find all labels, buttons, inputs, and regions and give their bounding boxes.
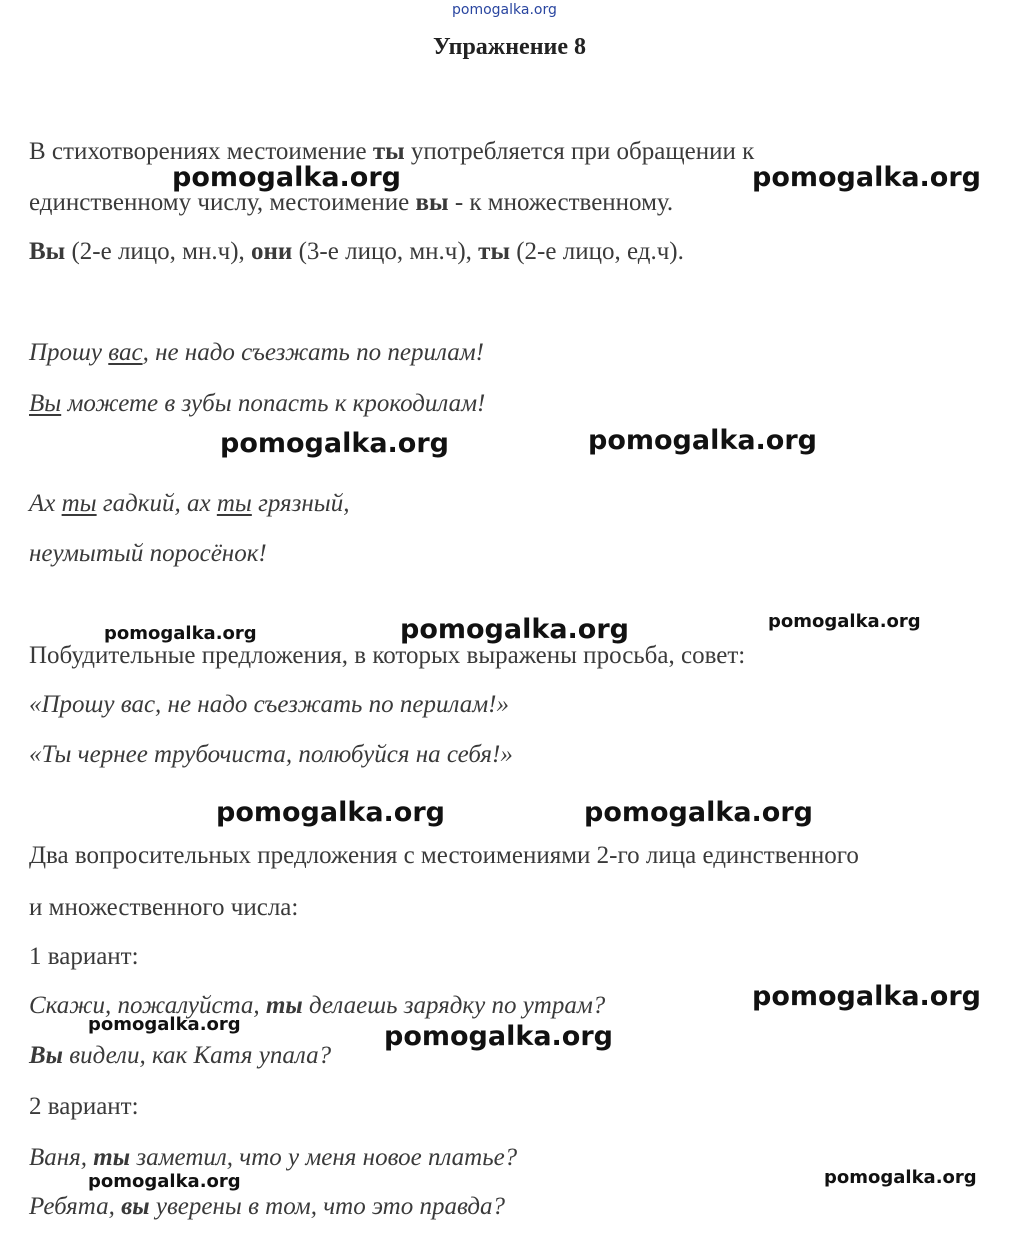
questions-heading-2: и множественного числа: xyxy=(29,894,299,921)
text: грязный, xyxy=(251,490,350,517)
watermark: pomogalka.org xyxy=(752,981,981,1012)
text: можете в зубы попасть к крокодилам! xyxy=(61,390,486,417)
watermark: pomogalka.org xyxy=(104,623,257,644)
watermark: pomogalka.org xyxy=(216,797,445,828)
text: Ваня, xyxy=(29,1144,94,1171)
text: Ах xyxy=(29,490,62,517)
underlined-pronoun: Вы xyxy=(29,390,62,417)
watermark: pomogalka.org xyxy=(220,428,449,459)
bold-pronoun: Вы xyxy=(29,1042,64,1069)
variant-1-line-1 xyxy=(29,991,605,1021)
bold-pronoun: Вы xyxy=(29,238,66,265)
watermark: pomogalka.org xyxy=(588,425,817,456)
text: (2-е лицо, мн.ч), xyxy=(65,238,252,265)
underlined-pronoun: ты xyxy=(61,490,97,517)
variant-2-line-1 xyxy=(29,1143,517,1173)
text: единственному числу, местоимение xyxy=(29,189,416,216)
underlined-pronoun: ты xyxy=(216,490,252,517)
watermark: pomogalka.org xyxy=(88,1014,241,1035)
watermark: pomogalka.org xyxy=(768,611,921,632)
poem1-line-2 xyxy=(29,389,485,419)
bold-pronoun: ты xyxy=(93,1144,131,1171)
text: употребляется при обращении к xyxy=(404,138,755,165)
text: В стихотворениях местоимение xyxy=(29,138,373,165)
page-title: Упражнение 8 xyxy=(432,34,586,60)
imperative-quote-2: «Ты чернее трубочиста, полюбуйся на себя!» xyxy=(29,741,513,768)
text: - к множественному. xyxy=(448,189,674,216)
text: гадкий, ах xyxy=(96,490,217,517)
watermark: pomogalka.org xyxy=(384,1021,613,1052)
intro-line-3 xyxy=(29,237,684,267)
text: Прошу xyxy=(29,339,109,366)
variant-1-label: 1 вариант: xyxy=(29,943,139,970)
imperative-quote-1: «Прошу вас, не надо съезжать по перилам!» xyxy=(29,691,509,718)
poem2-line-2: неумытый поросёнок! xyxy=(29,540,267,567)
imperative-heading: Побудительные предложения, в которых выражены просьба, совет: xyxy=(29,642,746,669)
text: (3-е лицо, мн.ч), xyxy=(292,238,479,265)
watermark: pomogalka.org xyxy=(452,2,557,18)
text: заметил, что у меня новое платье? xyxy=(130,1144,518,1171)
text: (2-е лицо, ед.ч). xyxy=(509,238,684,265)
variant-2-line-2 xyxy=(29,1192,505,1222)
bold-pronoun: ты xyxy=(372,138,405,165)
poem1-line-1 xyxy=(29,338,484,368)
text: Скажи, пожалуйста, xyxy=(29,992,266,1019)
watermark: pomogalka.org xyxy=(400,614,629,645)
bold-pronoun: ты xyxy=(265,992,303,1019)
bold-pronoun: ты xyxy=(478,238,510,265)
bold-pronoun: они xyxy=(251,238,293,265)
text: Ребята, xyxy=(29,1193,122,1220)
intro-line-1 xyxy=(29,137,754,167)
underlined-pronoun: вас xyxy=(108,339,143,366)
variant-1-line-2 xyxy=(29,1041,331,1071)
bold-pronoun: вы xyxy=(415,189,449,216)
text: делаешь зарядку по утрам? xyxy=(302,992,606,1019)
watermark: pomogalka.org xyxy=(824,1167,977,1188)
watermark: pomogalka.org xyxy=(752,162,981,193)
questions-heading-1: Два вопросительных предложения с местоимениями 2-го лица единственного xyxy=(29,842,859,869)
intro-line-2 xyxy=(29,188,673,218)
bold-pronoun: вы xyxy=(121,1193,150,1220)
watermark: pomogalka.org xyxy=(172,162,401,193)
text: , не надо съезжать по перилам! xyxy=(142,339,484,366)
text: видели, как Катя упала? xyxy=(63,1042,332,1069)
watermark: pomogalka.org xyxy=(584,797,813,828)
poem2-line-1 xyxy=(29,489,349,519)
text: уверены в том, что это правда? xyxy=(149,1193,505,1220)
watermark: pomogalka.org xyxy=(88,1171,241,1192)
variant-2-label: 2 вариант: xyxy=(29,1093,139,1120)
